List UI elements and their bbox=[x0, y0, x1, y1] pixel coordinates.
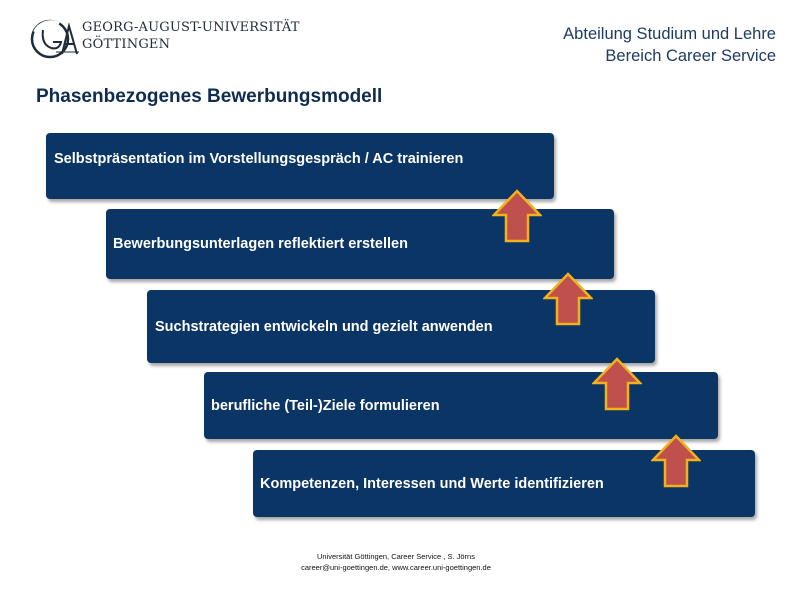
university-name-line1: GEORG-AUGUST-UNIVERSITÄT bbox=[82, 20, 300, 35]
department-line2: Bereich Career Service bbox=[605, 47, 776, 65]
arrow-up-icon bbox=[492, 189, 542, 243]
arrow-up-icon bbox=[592, 357, 642, 411]
department-info bbox=[563, 23, 776, 67]
footer-line1: Universität Göttingen, Career Service , S. Jörns bbox=[317, 552, 475, 561]
footer bbox=[0, 551, 792, 573]
step-label: Selbstpräsentation im Vorstellungsgespräch / AC trainieren bbox=[54, 151, 464, 167]
step-label: Bewerbungsunterlagen reflektiert erstellen bbox=[113, 236, 408, 252]
department-line1: Abteilung Studium und Lehre bbox=[563, 25, 776, 43]
step-label: Kompetenzen, Interessen und Werte identifizieren bbox=[260, 475, 604, 492]
arrow-up-icon bbox=[543, 272, 593, 326]
footer-line2: career@uni-goettingen.de, www.career.uni-goettingen.de bbox=[301, 563, 491, 572]
university-logo-icon bbox=[29, 14, 81, 64]
university-name bbox=[82, 19, 300, 53]
university-name-line2: GÖTTINGEN bbox=[82, 37, 171, 52]
step-label: berufliche (Teil-)Ziele formulieren bbox=[211, 397, 440, 414]
step-box-5 bbox=[46, 133, 554, 199]
step-label: Suchstrategien entwickeln und gezielt anwenden bbox=[155, 318, 493, 335]
arrow-up-icon bbox=[651, 434, 701, 488]
page-title: Phasenbezogenes Bewerbungsmodell bbox=[36, 86, 383, 107]
